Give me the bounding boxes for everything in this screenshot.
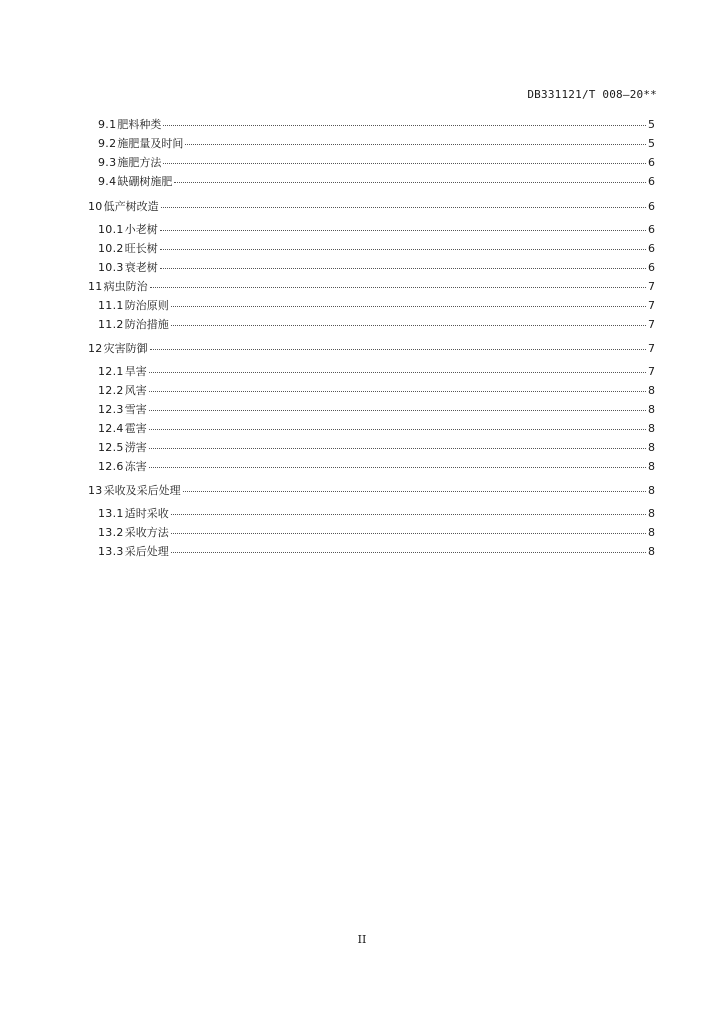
toc-entry[interactable] — [98, 525, 655, 541]
toc-leader-dots — [171, 551, 646, 553]
toc-entry-title: 病虫防治 — [103, 280, 148, 293]
toc-entry[interactable] — [88, 341, 655, 357]
toc-entry-number: 12.1 — [98, 365, 124, 378]
toc-leader-dots — [161, 206, 646, 208]
toc-entry[interactable] — [98, 155, 655, 171]
toc-entry-number: 12.3 — [98, 403, 124, 416]
toc-entry-page: 8 — [648, 545, 655, 558]
toc-entry-number: 13.3 — [98, 545, 124, 558]
toc-entry-number: 13.1 — [98, 507, 124, 520]
toc-entry-title: 施肥方法 — [117, 156, 162, 169]
toc-entry-number: 12.6 — [98, 460, 124, 473]
toc-entry[interactable] — [98, 440, 655, 456]
toc-entry-title: 缺硼树施肥 — [117, 175, 173, 188]
toc-entry-title: 雹害 — [124, 422, 147, 435]
toc-entry-number: 9.1 — [98, 118, 117, 131]
toc-entry-page: 8 — [648, 422, 655, 435]
toc-leader-dots — [163, 162, 646, 164]
toc-entry-page: 6 — [648, 175, 655, 188]
toc-entry-page: 8 — [648, 403, 655, 416]
toc-entry-title: 采后处理 — [124, 545, 169, 558]
toc-entry-number: 9.3 — [98, 156, 117, 169]
toc-entry-number: 10 — [88, 200, 103, 213]
toc-entry-number: 10.3 — [98, 261, 124, 274]
toc-entry-title: 肥料种类 — [117, 118, 162, 131]
toc-entry-number: 12.4 — [98, 422, 124, 435]
toc-entry[interactable] — [88, 199, 655, 215]
toc-entry[interactable] — [98, 383, 655, 399]
toc-entry-title: 风害 — [124, 384, 147, 397]
toc-leader-dots — [171, 305, 646, 307]
toc-leader-dots — [171, 324, 646, 326]
page-number: II — [357, 933, 367, 946]
toc-entry-title: 采收及采后处理 — [103, 484, 181, 497]
toc-entry-page: 8 — [648, 441, 655, 454]
toc-leader-dots — [171, 513, 646, 515]
toc-entry-title: 低产树改造 — [103, 200, 159, 213]
toc-leader-dots — [185, 143, 646, 145]
toc-entry-page: 6 — [648, 242, 655, 255]
toc-entry[interactable] — [98, 260, 655, 276]
toc-entry-page: 7 — [648, 365, 655, 378]
toc-entry-number: 13.2 — [98, 526, 124, 539]
toc-entry-title: 旺长树 — [124, 242, 158, 255]
document-code: DB331121/T 008—20** — [527, 88, 657, 101]
toc-entry-title: 涝害 — [124, 441, 147, 454]
toc-entry[interactable] — [98, 241, 655, 257]
toc-leader-dots — [149, 390, 646, 392]
toc-entry-number: 11 — [88, 280, 103, 293]
toc-entry-number: 9.4 — [98, 175, 117, 188]
toc-leader-dots — [149, 428, 646, 430]
toc-entry-title: 旱害 — [124, 365, 147, 378]
toc-entry-page: 7 — [648, 299, 655, 312]
toc-entry-title: 采收方法 — [124, 526, 169, 539]
toc-entry[interactable] — [88, 483, 655, 499]
toc-entry-title: 灾害防御 — [103, 342, 148, 355]
toc-leader-dots — [160, 248, 646, 250]
toc-entry-page: 6 — [648, 156, 655, 169]
toc-entry-number: 12.2 — [98, 384, 124, 397]
toc-leader-dots — [171, 532, 646, 534]
toc-entry-number: 12.5 — [98, 441, 124, 454]
toc-entry[interactable] — [98, 421, 655, 437]
toc-entry-page: 8 — [648, 460, 655, 473]
toc-entry-number: 11.1 — [98, 299, 124, 312]
toc-entry[interactable] — [98, 222, 655, 238]
toc-leader-dots — [183, 490, 646, 492]
toc-entry-title: 防治措施 — [124, 318, 169, 331]
toc-entry-number: 9.2 — [98, 137, 117, 150]
toc-entry[interactable] — [98, 174, 655, 190]
toc-entry-title: 施肥量及时间 — [117, 137, 184, 150]
toc-entry-page: 8 — [648, 384, 655, 397]
toc-leader-dots — [149, 371, 646, 373]
toc-entry-page: 8 — [648, 507, 655, 520]
toc-entry-page: 7 — [648, 318, 655, 331]
toc-leader-dots — [160, 229, 646, 231]
toc-entry-number: 11.2 — [98, 318, 124, 331]
toc-entry-page: 5 — [648, 118, 655, 131]
toc-leader-dots — [150, 348, 646, 350]
toc-entry-number: 13 — [88, 484, 103, 497]
toc-entry[interactable] — [88, 279, 655, 295]
toc-entry[interactable] — [98, 136, 655, 152]
toc-entry-page: 6 — [648, 200, 655, 213]
toc-entry[interactable] — [98, 402, 655, 418]
toc-entry-page: 5 — [648, 137, 655, 150]
toc-entry-title: 小老树 — [124, 223, 158, 236]
toc-entry-page: 8 — [648, 484, 655, 497]
toc-entry[interactable] — [98, 317, 655, 333]
toc-entry-page: 6 — [648, 261, 655, 274]
toc-entry-title: 雪害 — [124, 403, 147, 416]
toc-leader-dots — [160, 267, 646, 269]
toc-leader-dots — [149, 409, 646, 411]
toc-leader-dots — [149, 447, 646, 449]
toc-entry[interactable] — [98, 117, 655, 133]
toc-entry[interactable] — [98, 459, 655, 475]
toc-entry-title: 冻害 — [124, 460, 147, 473]
toc-entry-title: 衰老树 — [124, 261, 158, 274]
toc-entry-number: 10.1 — [98, 223, 124, 236]
toc-leader-dots — [174, 181, 646, 183]
toc-leader-dots — [150, 286, 646, 288]
toc-entry-page: 7 — [648, 342, 655, 355]
toc-leader-dots — [149, 466, 646, 468]
toc-entry-page: 7 — [648, 280, 655, 293]
toc-entry[interactable] — [98, 506, 655, 522]
toc-leader-dots — [163, 124, 646, 126]
toc-entry-page: 8 — [648, 526, 655, 539]
toc-entry-number: 12 — [88, 342, 103, 355]
toc-entry[interactable] — [98, 364, 655, 380]
toc-entry[interactable] — [98, 298, 655, 314]
toc-entry-page: 6 — [648, 223, 655, 236]
toc-entry[interactable] — [98, 544, 655, 560]
toc-entry-title: 适时采收 — [124, 507, 169, 520]
toc-entry-number: 10.2 — [98, 242, 124, 255]
toc-entry-title: 防治原则 — [124, 299, 169, 312]
